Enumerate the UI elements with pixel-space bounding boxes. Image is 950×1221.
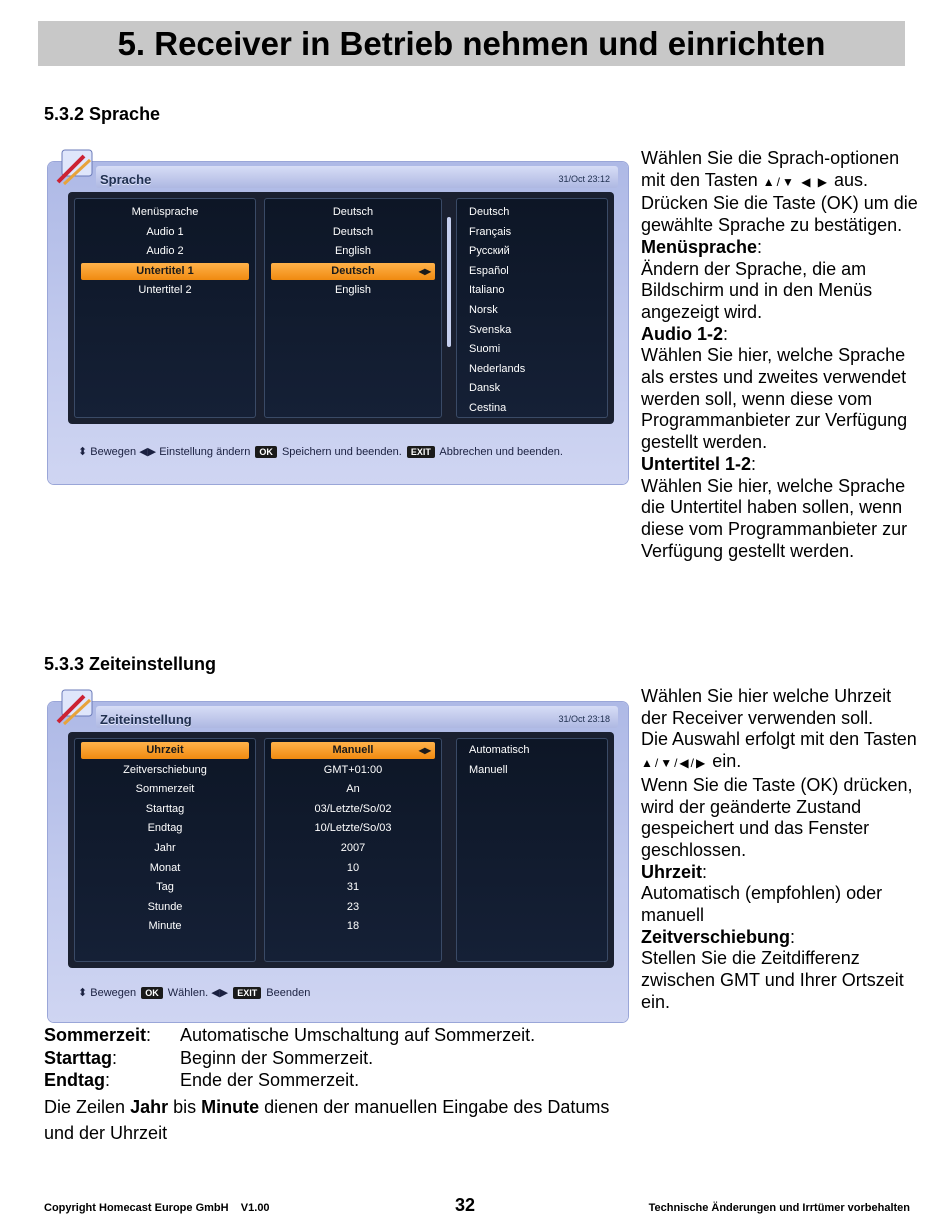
def-term: Sommerzeit: [44, 1025, 147, 1045]
value-item-label: Manuell: [332, 744, 374, 756]
value-item[interactable]: [271, 899, 435, 916]
language-option-label: Français: [469, 225, 512, 238]
value-item[interactable]: [271, 918, 435, 935]
desc-p1a: Wählen Sie die Sprach-optionen mit den Tasten: [641, 148, 900, 190]
menu-item[interactable]: [81, 879, 249, 896]
screen-date: 31/Oct 23:12: [558, 174, 610, 184]
desc-p2a: Die Auswahl erfolgt mit den Tasten: [641, 729, 917, 750]
desc-p2: Drücken Sie die Taste (OK) um die gewählte Sprache zu bestätigen.: [641, 193, 918, 236]
arrow-keys-icon: ▲/▼/◀/▶: [641, 756, 708, 771]
language-option[interactable]: [463, 204, 601, 221]
value-item[interactable]: [271, 781, 435, 798]
disclaimer: Technische Änderungen und Irrtümer vorbehalten: [648, 1202, 910, 1214]
value-item-label: Deutsch: [332, 225, 374, 238]
menu-item-label: Minute: [148, 920, 182, 933]
value-item[interactable]: [271, 263, 435, 280]
screen-title: Zeiteinstellung: [100, 712, 192, 727]
value-column: [264, 198, 442, 418]
menu-item-label: Tag: [156, 881, 174, 894]
menu-item[interactable]: [81, 801, 249, 818]
menu-item-label: Starttag: [145, 802, 185, 815]
value-column: [264, 738, 442, 962]
term-menuesprache: Menüsprache: [641, 236, 758, 257]
menu-item-label: Uhrzeit: [146, 744, 184, 756]
language-option-label: Norsk: [469, 304, 498, 316]
language-option[interactable]: [463, 302, 601, 319]
footer-change: Einstellung ändern: [159, 446, 251, 458]
chapter-title: 5. Receiver in Betrieb nehmen und einrichten: [38, 21, 905, 66]
language-option[interactable]: [463, 243, 601, 260]
value-item[interactable]: [271, 801, 435, 818]
exit-key: EXIT: [233, 987, 261, 999]
para-bold-minute: Minute: [201, 1097, 260, 1117]
value-item-label: 31: [346, 881, 360, 894]
para-text: bis: [173, 1097, 197, 1117]
value-item-label: English: [334, 245, 372, 258]
value-item-label: 18: [346, 920, 360, 933]
section-heading-zeit: 5.3.3 Zeiteinstellung: [44, 654, 217, 674]
value-item-label: 10: [346, 861, 360, 874]
screen-date: 31/Oct 23:18: [558, 714, 610, 724]
value-item-label: 10/Letzte/So/03: [314, 822, 392, 835]
arrow-keys-icon: ▲/▼ ◀ ▶: [762, 174, 829, 189]
time-option[interactable]: [463, 762, 601, 779]
def-text: Ende der Sommerzeit.: [180, 1070, 360, 1090]
desc-uhrzeit: Automatisch (empfohlen) oder manuell: [641, 883, 883, 926]
para-bold-jahr: Jahr: [130, 1097, 169, 1117]
screen-panels: [68, 192, 614, 424]
exit-key: EXIT: [407, 446, 435, 458]
language-option[interactable]: [463, 380, 601, 397]
menu-item[interactable]: [81, 918, 249, 935]
leftright-icon: ◀▶: [418, 266, 431, 276]
time-option[interactable]: [463, 742, 601, 759]
zeit-screen: [48, 702, 628, 1022]
updown-icon: ⬍: [78, 446, 88, 458]
value-item-label: 2007: [340, 842, 366, 854]
language-option[interactable]: [463, 224, 601, 241]
language-option[interactable]: [463, 341, 601, 358]
menu-item[interactable]: [81, 899, 249, 916]
footer-save: Speichern und beenden.: [281, 446, 402, 458]
menu-item-label: Stunde: [147, 900, 183, 913]
menu-item[interactable]: [81, 263, 249, 280]
title-bar: [96, 166, 618, 188]
value-item[interactable]: [271, 820, 435, 837]
value-item-label: GMT+01:00: [323, 763, 383, 776]
menu-item[interactable]: [81, 282, 249, 299]
menu-item-label: Untertitel 2: [138, 284, 192, 297]
language-option-label: Español: [469, 264, 509, 277]
leftright-icon: ◀▶: [139, 446, 157, 458]
value-item[interactable]: [271, 879, 435, 896]
value-item-label: 03/Letzte/So/02: [314, 802, 392, 815]
menu-item[interactable]: [81, 224, 249, 241]
desc-p2b: ein.: [712, 751, 742, 772]
page-number: 32: [455, 1195, 476, 1215]
settings-tools-icon: [54, 688, 100, 726]
language-option-label: Nederlands: [469, 362, 526, 375]
leftright-icon: ◀▶: [418, 746, 431, 755]
menu-item-label: Monat: [149, 861, 181, 874]
section-heading-sprache: 5.3.2 Sprache: [44, 104, 161, 124]
menu-item[interactable]: [81, 860, 249, 877]
menu-item[interactable]: [81, 742, 249, 759]
menu-column: [74, 198, 256, 418]
footer-select: Wählen.: [167, 987, 209, 999]
footer-move: Bewegen: [90, 446, 137, 458]
desc-menuesprache: Ändern der Sprache, die am Bildschirm und in den Menüs angezeigt wird.: [641, 258, 873, 322]
manual-entry-paragraph: [44, 1094, 644, 1146]
value-item[interactable]: [271, 224, 435, 241]
value-item-label: Deutsch: [332, 206, 374, 218]
menu-column: [74, 738, 256, 962]
menu-item[interactable]: [81, 204, 249, 221]
menu-item-label: Jahr: [154, 842, 176, 854]
desc-p1b: aus.: [834, 169, 869, 190]
value-item[interactable]: [271, 742, 435, 759]
desc-untertitel: Wählen Sie hier, welche Sprache die Untertitel haben sollen, wenn diese vom Programmanbieter zur Verfügung gestellt werden.: [641, 475, 908, 561]
value-item[interactable]: [271, 204, 435, 221]
menu-item[interactable]: [81, 243, 249, 260]
value-item-label: An: [346, 783, 360, 796]
value-item[interactable]: [271, 840, 435, 857]
language-option[interactable]: [463, 322, 601, 339]
def-text: Automatische Umschaltung auf Sommerzeit.: [180, 1025, 536, 1045]
desc-zeitverschiebung: Stellen Sie die Zeitdifferenz zwischen GMT und Ihrer Ortszeit ein.: [641, 948, 904, 1012]
desc-p1: Wählen Sie hier welche Uhrzeit der Receiver verwenden soll.: [641, 686, 892, 728]
screen-panels: [68, 732, 614, 968]
value-item[interactable]: [271, 243, 435, 260]
menu-item-label: Audio 1: [146, 225, 184, 238]
language-option-label: Cestina: [469, 402, 507, 414]
sprache-screen: [48, 162, 628, 484]
menu-item-label: Menüsprache: [131, 206, 199, 218]
footer-cancel: Abbrechen und beenden.: [439, 446, 563, 458]
copyright: Copyright Homecast Europe GmbH V1.00: [44, 1202, 270, 1214]
value-item[interactable]: [271, 282, 435, 299]
menu-item-label: Sommerzeit: [135, 783, 195, 796]
value-item-label: 23: [346, 900, 360, 913]
term-untertitel: Untertitel 1-2: [641, 453, 752, 474]
term-audio: Audio 1-2: [641, 323, 724, 344]
language-option-label: Italiano: [469, 284, 505, 297]
zeit-description: Wählen Sie hier welche Uhrzeit der Receiver verwenden soll. Die Auswahl erfolgt mit den Tasten ▲/▼/◀/▶ ein. Wenn Sie die Taste (OK) drücken, wird der geänderte Zustand gespeichert und das Fenster geschlossen. Uhrzeit: Automatisch (empfohlen) oder manuell Zeitverschiebung: Stellen Sie die Zeitdifferenz zwischen GMT und Ihrer Ortszeit ein.: [641, 686, 921, 1014]
def-term: Endtag: [44, 1070, 105, 1090]
para-text: dienen der manuellen Eingabe des Datums und der Uhrzeit: [44, 1097, 610, 1143]
footer-end: Beenden: [266, 987, 311, 999]
sprache-description: Wählen Sie die Sprach-optionen mit den Tasten ▲/▼ ◀ ▶ aus. Drücken Sie die Taste (OK) um die gewählte Sprache zu bestätigen. Menüsprache: Ändern der Sprache, die am Bildschirm und in den Menüs angezeigt wird. Audio 1-2: Wählen Sie hier, welche Sprache als erstes und zweites verwendet werden soll, wenn diese vom Programmanbieter zur Verfügung gestellt werden. Untertitel 1-2: Wählen Sie hier, welche Sprache die Untertitel haben sollen, wenn diese vom Programmanbieter zur Verfügung gestellt werden.: [641, 148, 921, 562]
language-option[interactable]: [463, 282, 601, 299]
time-option-label: Automatisch: [469, 744, 530, 756]
menu-item-label: Endtag: [147, 822, 183, 835]
language-option-label: Dansk: [469, 382, 501, 395]
screen-footer: [78, 445, 563, 458]
value-item[interactable]: [271, 762, 435, 779]
screen-title: Sprache: [100, 172, 152, 187]
term-zeitverschiebung: Zeitverschiebung: [641, 926, 791, 947]
footer-move: Bewegen: [90, 987, 137, 999]
language-option[interactable]: [463, 361, 601, 378]
options-column: [456, 198, 608, 418]
menu-item[interactable]: [81, 820, 249, 837]
settings-tools-icon: [54, 148, 100, 186]
language-option[interactable]: [463, 400, 601, 417]
def-term: Starttag: [44, 1047, 113, 1068]
language-option-label: Русский: [469, 245, 510, 258]
scrollbar[interactable]: [447, 217, 451, 347]
leftright-icon: ◀▶: [211, 987, 229, 999]
menu-item-label: Untertitel 1: [136, 264, 194, 277]
value-item-label: English: [334, 284, 372, 297]
ok-key: OK: [141, 987, 163, 999]
desc-p3: Wenn Sie die Taste (OK) drücken, wird der geänderte Zustand gespeichert und das Fenster geschlossen.: [641, 774, 913, 860]
menu-item[interactable]: [81, 762, 249, 779]
def-text: Beginn der Sommerzeit.: [180, 1047, 374, 1068]
value-item-label: Deutsch: [331, 264, 375, 277]
language-option-label: Svenska: [469, 323, 512, 336]
language-option-label: Suomi: [469, 343, 501, 356]
menu-item[interactable]: [81, 781, 249, 798]
options-column: [456, 738, 608, 962]
menu-item-label: Audio 2: [146, 245, 184, 258]
menu-item-label: Zeitverschiebung: [123, 763, 207, 776]
updown-icon: ⬍: [78, 987, 88, 999]
value-item[interactable]: [271, 860, 435, 877]
para-text: Die Zeilen: [44, 1097, 126, 1117]
language-option[interactable]: [463, 263, 601, 280]
menu-item[interactable]: [81, 840, 249, 857]
desc-audio: Wählen Sie hier, welche Sprache als erstes und zweites verwendet werden soll, wenn diese vom Programmanbieter zur Verfügung gestellt werden.: [641, 345, 908, 453]
ok-key: OK: [255, 446, 277, 458]
term-uhrzeit: Uhrzeit: [641, 861, 703, 882]
screen-footer: [78, 986, 310, 999]
time-option-label: Manuell: [469, 763, 508, 776]
language-option-label: Deutsch: [469, 206, 510, 218]
